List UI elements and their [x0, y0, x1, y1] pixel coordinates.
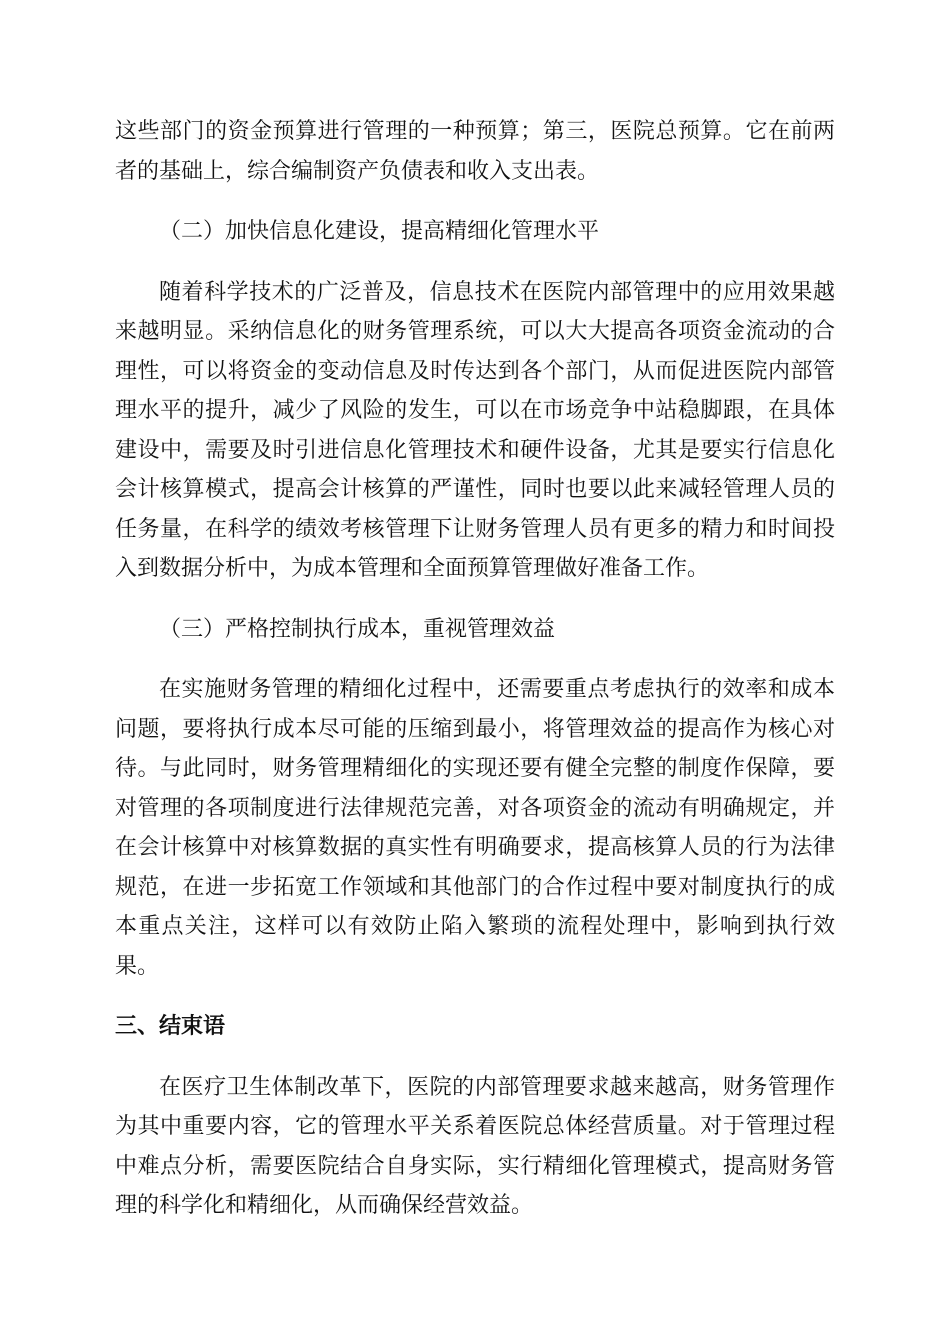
document-body [115, 112, 835, 1226]
paragraph-conclusion: 在医疗卫生体制改革下，医院的内部管理要求越来越高，财务管理作为其中重要内容，它的管理水平关系着医院总体经营质量。对于管理过程中难点分析，需要医院结合自身实际，实行精细化管理模式，提高财务管理的科学化和精细化，从而确保经营效益。 [115, 1074, 835, 1218]
section-heading-conclusion: 三、结束语 [115, 1014, 226, 1039]
subheading-informatization: （二）加快信息化建设，提高精细化管理水平 [159, 219, 600, 244]
subheading-cost-control: （三）严格控制执行成本，重视管理效益 [159, 616, 556, 642]
paragraph-informatization: 随着科学技术的广泛普及，信息技术在医院内部管理中的应用效果越来越明显。采纳信息化的财务管理系统，可以大大提高各项资金流动的合理性，可以将资金的变动信息及时传达到各个部门，从而促进医院内部管理水平的提升，减少了风险的发生，可以在市场竞争中站稳脚跟，在具体建设中，需要及时引进信息化管理技术和硬件设备，尤其是要实行信息化会计核算模式，提高会计核算的严谨性，同时也要以此来减轻管理人员的任务量，在科学的绩效考核管理下让财务管理人员有更多的精力和时间投入到数据分析中，为成本管理和全面预算管理做好准备工作。 [115, 279, 835, 581]
continuation-paragraph: 这些部门的资金预算进行管理的一种预算；第三，医院总预算。它在前两者的基础上，综合编制资产负债表和收入支出表。 [115, 119, 835, 184]
paragraph-cost-control: 在实施财务管理的精细化过程中，还需要重点考虑执行的效率和成本问题，要将执行成本尽可能的压缩到最小，将管理效益的提高作为核心对待。与此同时，财务管理精细化的实现还要有健全完整的制度作保障，要对管理的各项制度进行法律规范完善，对各项资金的流动有明确规定，并在会计核算中对核算数据的真实性有明确要求，提高核算人员的行为法律规范，在进一步拓宽工作领域和其他部门的合作过程中要对制度执行的成本重点关注，这样可以有效防止陷入繁琐的流程处理中，影响到执行效果。 [115, 677, 835, 979]
